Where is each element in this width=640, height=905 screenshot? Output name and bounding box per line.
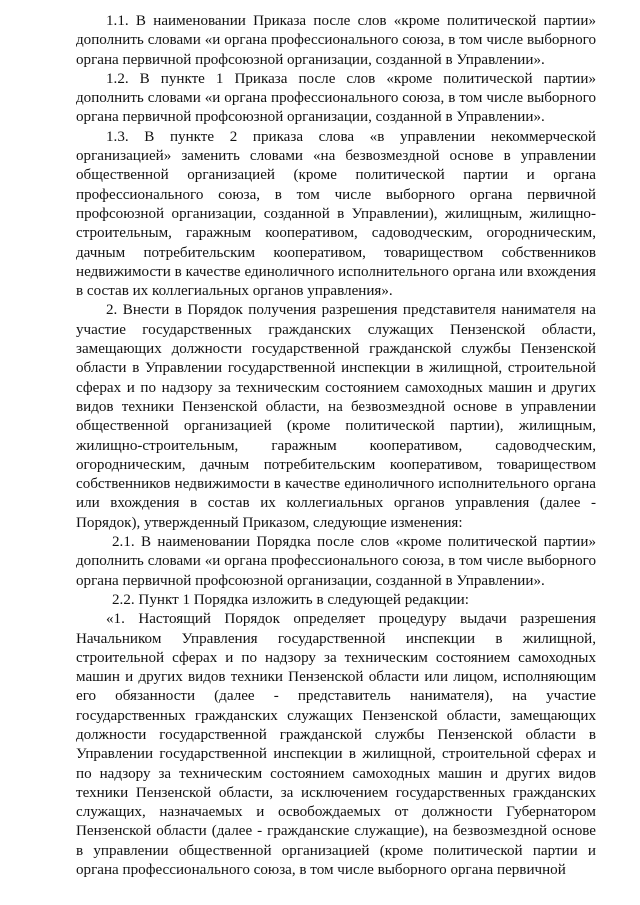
paragraph-2-1: 2.1. В наименовании Порядка после слов «кроме политической партии» дополнить словами «и органа профессионального союза, в том числе выборного органа первичной профсоюзной организации, созданной в Управлении».: [76, 534, 596, 589]
document-page: [76, 12, 596, 880]
paragraph-1-1: 1.1. В наименовании Приказа после слов «кроме политической партии» дополнить словами «и органа профессионального союза, в том числе выборного органа первичной профсоюзной организации, созданной в Управлении».: [76, 13, 596, 68]
paragraph-1-3: 1.3. В пункте 2 приказа слова «в управлении некоммерческой организацией» заменить словами «на безвозмездной основе в управлении общественной организацией (кроме политической партии и органа профессионального союза, в том числе выборного органа первичной профсоюзной организации, созданной в Управлении), жилищным, жилищно-строительным, гаражным кооперативом, садоводческим, огородническим, дачным потребительским кооперативом, товариществом собственников недвижимости в качестве единоличного исполнительного органа или вхождения в состав их коллегиальных органов управления».: [76, 128, 596, 300]
paragraph-2: 2. Внести в Порядок получения разрешения представителя нанимателя на участие государственных гражданских служащих Пензенской области, замещающих должности государственной гражданской службы Пензенской области в Управлении государственной инспекции в жилищной, строительной сферах и по надзору за техническим состоянием самоходных машин и других видов техники Пензенской области, на безвозмездной основе в управлении общественной организацией (кроме политической партии), жилищным, жилищно-строительным, гаражным кооперативом, садоводческим, огородническим, дачным потребительским кооперативом, товариществом собственников недвижимости в качестве единоличного исполнительного органа или вхождения в состав их коллегиальных органов управления (далее - Порядок), утвержденный Приказом, следующие изменения:: [76, 302, 596, 531]
paragraph-2-2: 2.2. Пункт 1 Порядка изложить в следующей редакции:: [112, 591, 469, 608]
paragraph-1-2: 1.2. В пункте 1 Приказа после слов «кроме политической партии» дополнить словами «и органа профессионального союза, в том числе выборного органа первичной профсоюзной организации, созданной в Управлении».: [76, 70, 596, 126]
paragraph-2-2-quote: «1. Настоящий Порядок определяет процедуру выдачи разрешения Начальником Управления государственной инспекции в жилищной, строительной сферах и по надзору за техническим состоянием самоходных машин и других видов техники Пензенской области или лицом, исполняющим его обязанности (далее - представитель нанимателя), на участие государственных гражданских служащих Пензенской области, замещающих должности государственной гражданской службы Пензенской области в Управлении государственной инспекции в жилищной, строительной сферах и по надзору за техническим состоянием самоходных машин и других видов техники Пензенской области, за исключением государственных гражданских служащих, назначаемых и освобождаемых от должности Губернатором Пензенской области (далее - гражданские служащие), на безвозмездной основе в управлении общественной организацией (кроме политической партии и органа профессионального союза, в том числе выборного органа первичной: [76, 611, 596, 879]
